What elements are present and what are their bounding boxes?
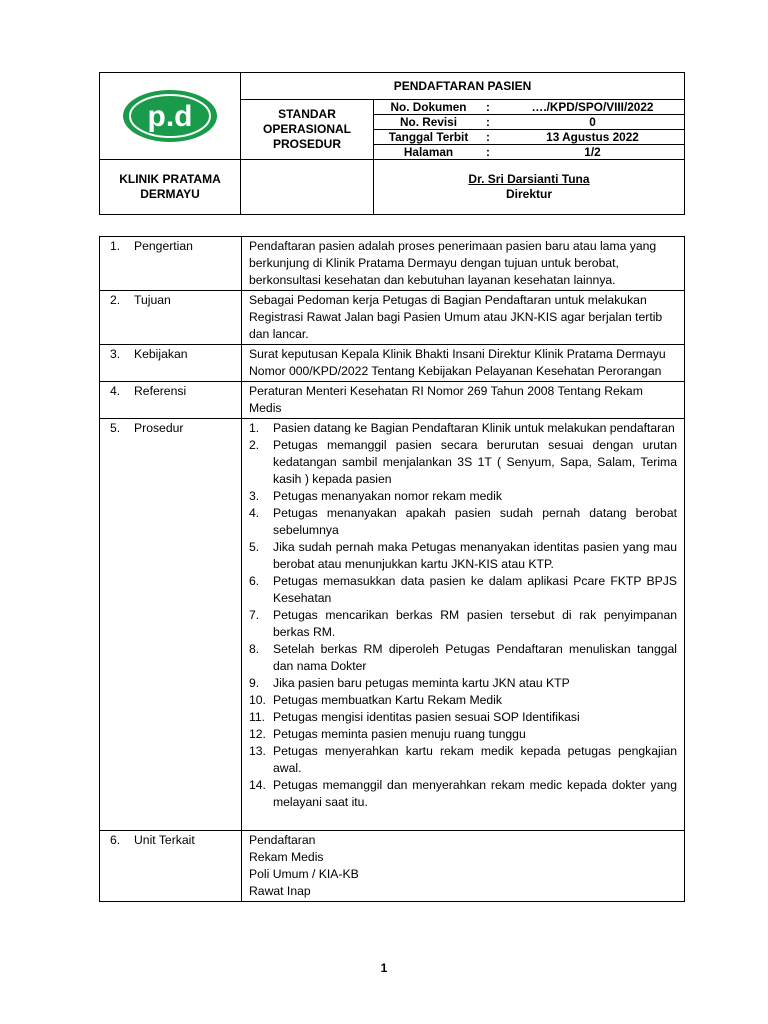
- signer-name: Dr. Sri Darsianti Tuna: [468, 172, 590, 186]
- section-number: 5.: [110, 421, 121, 435]
- procedure-step: [249, 692, 677, 709]
- meta-row: [374, 100, 684, 115]
- related-units: [242, 831, 685, 902]
- sop-label-line-2: OPERASIONAL: [262, 122, 351, 136]
- document-meta-cell: [374, 100, 685, 160]
- step-number: 5.: [249, 540, 260, 554]
- unit-item: Poli Umum / KIA-KB: [249, 867, 359, 881]
- procedure-step: [249, 539, 677, 573]
- step-number: 13.: [249, 744, 266, 758]
- meta-separator: :: [477, 130, 499, 145]
- procedure-step: [249, 777, 677, 811]
- section-row: [100, 831, 685, 902]
- step-text: Petugas membuatkan Kartu Rekam Medik: [273, 693, 502, 707]
- procedure-step: [249, 726, 677, 743]
- sop-label-line-3: PROSEDUR: [272, 137, 341, 151]
- section-label: [100, 237, 242, 291]
- step-number: 9.: [249, 676, 260, 690]
- signature-block: [374, 160, 685, 215]
- meta-value: 1/2: [584, 145, 601, 159]
- clinic-logo: [121, 88, 219, 144]
- meta-label: Halaman: [403, 145, 454, 159]
- sop-label-line-1: STANDAR: [278, 107, 336, 121]
- meta-value: 13 Agustus 2022: [499, 130, 684, 145]
- section-text: Surat keputusan Kepala Klinik Bhakti Insani Direktur Klinik Pratama Dermayu Nomor 000/KPD/2022 Tentang Kebijakan Pelayanan Kesehatan Perorangan: [242, 345, 685, 382]
- step-text: Setelah berkas RM diperoleh Petugas Pendaftaran menuliskan tanggal dan nama Dokter: [273, 642, 677, 673]
- procedure-step: [249, 573, 677, 607]
- procedure-step: [249, 420, 677, 437]
- step-text: Jika pasien baru petugas meminta kartu JKN atau KTP: [273, 676, 570, 690]
- section-label: [100, 291, 242, 345]
- section-title: Pengertian: [134, 239, 193, 253]
- step-text: Jika sudah pernah maka Petugas menanyakan identitas pasien yang mau berobat atau menunjukkan kartu JKN-KIS atau KTP.: [273, 540, 677, 571]
- step-number: 10.: [249, 693, 266, 707]
- section-title: Tujuan: [134, 293, 171, 307]
- section-number: 6.: [110, 833, 121, 847]
- section-title: Referensi: [134, 384, 187, 398]
- procedure-step: [249, 709, 677, 726]
- step-text: Petugas meminta pasien menuju ruang tunggu: [273, 727, 526, 741]
- logo-cell: [100, 73, 241, 160]
- section-text: Pendaftaran pasien adalah proses penerimaan pasien baru atau lama yang berkunjung di Klinik Pratama Dermayu dengan tujuan untuk berobat, berkonsultasi kesehatan dan kebutuhan layanan kesehatan lainnya.: [242, 237, 685, 291]
- meta-separator: :: [477, 100, 499, 115]
- page-number: 1: [380, 961, 388, 975]
- sop-header-table: [99, 72, 685, 215]
- procedure-step: [249, 641, 677, 675]
- section-label: [100, 345, 242, 382]
- meta-separator: :: [477, 115, 499, 130]
- procedure-step: [249, 437, 677, 488]
- meta-separator: :: [486, 145, 490, 159]
- clinic-name-line-2: DERMAYU: [140, 187, 200, 201]
- section-row: [100, 237, 685, 291]
- section-title: Prosedur: [134, 421, 184, 435]
- procedure-list: [249, 420, 677, 811]
- meta-label: No. Revisi: [374, 115, 477, 130]
- section-title: Kebijakan: [134, 347, 188, 361]
- section-row: [100, 291, 685, 345]
- section-number: 3.: [110, 347, 121, 361]
- step-number: 11.: [249, 710, 266, 724]
- step-text: Pasien datang ke Bagian Pendaftaran Klinik untuk melakukan pendaftaran: [273, 421, 675, 435]
- section-number: 1.: [110, 239, 121, 253]
- unit-item: Rawat Inap: [249, 884, 311, 898]
- sop-label: [241, 100, 374, 160]
- section-label: [100, 831, 242, 902]
- section-text: Sebagai Pedoman kerja Petugas di Bagian Pendaftaran untuk melakukan Registrasi Rawat Jalan bagi Pasien Umum atau JKN-KIS agar berjalan tertib dan lancar.: [242, 291, 685, 345]
- meta-row: [374, 115, 684, 130]
- procedure-step: [249, 743, 677, 777]
- section-label: [100, 419, 242, 831]
- clinic-name-line-1: KLINIK PRATAMA: [119, 172, 221, 186]
- procedure-step: [249, 607, 677, 641]
- document-title: PENDAFTARAN PASIEN: [241, 73, 685, 100]
- empty-cell: [241, 160, 374, 215]
- meta-value: …./KPD/SPO/VIII/2022: [499, 100, 684, 115]
- document-meta: [374, 100, 684, 159]
- clinic-name: [100, 160, 241, 215]
- section-row: [100, 382, 685, 419]
- sop-content-table: [99, 236, 685, 902]
- procedure-cell: [242, 419, 685, 831]
- step-text: Petugas mengisi identitas pasien sesuai SOP Identifikasi: [273, 710, 580, 724]
- step-text: Petugas memasukkan data pasien ke dalam aplikasi Pcare FKTP BPJS Kesehatan: [273, 574, 677, 605]
- step-number: 8.: [249, 642, 260, 656]
- meta-row: [374, 145, 684, 160]
- step-number: 1.: [249, 421, 260, 435]
- step-number: 7.: [249, 608, 260, 622]
- step-number: 14.: [249, 778, 266, 792]
- procedure-step: [249, 505, 677, 539]
- meta-value: 0: [499, 115, 684, 130]
- section-row: [100, 345, 685, 382]
- unit-item: Pendaftaran: [249, 833, 316, 847]
- meta-label: Tanggal Terbit: [374, 130, 477, 145]
- step-text: Petugas menanyakan nomor rekam medik: [273, 489, 502, 503]
- signer-title: Direktur: [505, 187, 552, 201]
- unit-item: Rekam Medis: [249, 850, 324, 864]
- step-text: Petugas memanggil pasien secara berurutan sesuai dengan urutan kedatangan sambil menjalankan 3S 1T ( Senyum, Sapa, Salam, Terima kasih ) kepada pasien: [273, 438, 677, 486]
- step-number: 4.: [249, 506, 260, 520]
- section-number: 4.: [110, 384, 121, 398]
- procedure-step: [249, 675, 677, 692]
- meta-row: [374, 130, 684, 145]
- step-text: Petugas memanggil dan menyerahkan rekam medic kepada dokter yang melayani saat itu.: [273, 778, 677, 809]
- section-label: [100, 382, 242, 419]
- logo-text: p.d: [147, 100, 193, 133]
- procedure-step: [249, 488, 677, 505]
- step-number: 3.: [249, 489, 260, 503]
- step-text: Petugas menyerahkan kartu rekam medik kepada petugas pengkajian awal.: [273, 744, 677, 775]
- section-title: Unit Terkait: [134, 833, 195, 847]
- step-number: 2.: [249, 438, 260, 452]
- meta-label: No. Dokumen: [374, 100, 477, 115]
- step-text: Petugas menanyakan apakah pasien sudah pernah datang berobat sebelumnya: [273, 506, 677, 537]
- step-text: Petugas mencarikan berkas RM pasien tersebut di rak penyimpanan berkas RM.: [273, 608, 677, 639]
- step-number: 6.: [249, 574, 260, 588]
- section-text: Peraturan Menteri Kesehatan RI Nomor 269 Tahun 2008 Tentang Rekam Medis: [242, 382, 685, 419]
- section-row: [100, 419, 685, 831]
- section-number: 2.: [110, 293, 121, 307]
- step-number: 12.: [249, 727, 266, 741]
